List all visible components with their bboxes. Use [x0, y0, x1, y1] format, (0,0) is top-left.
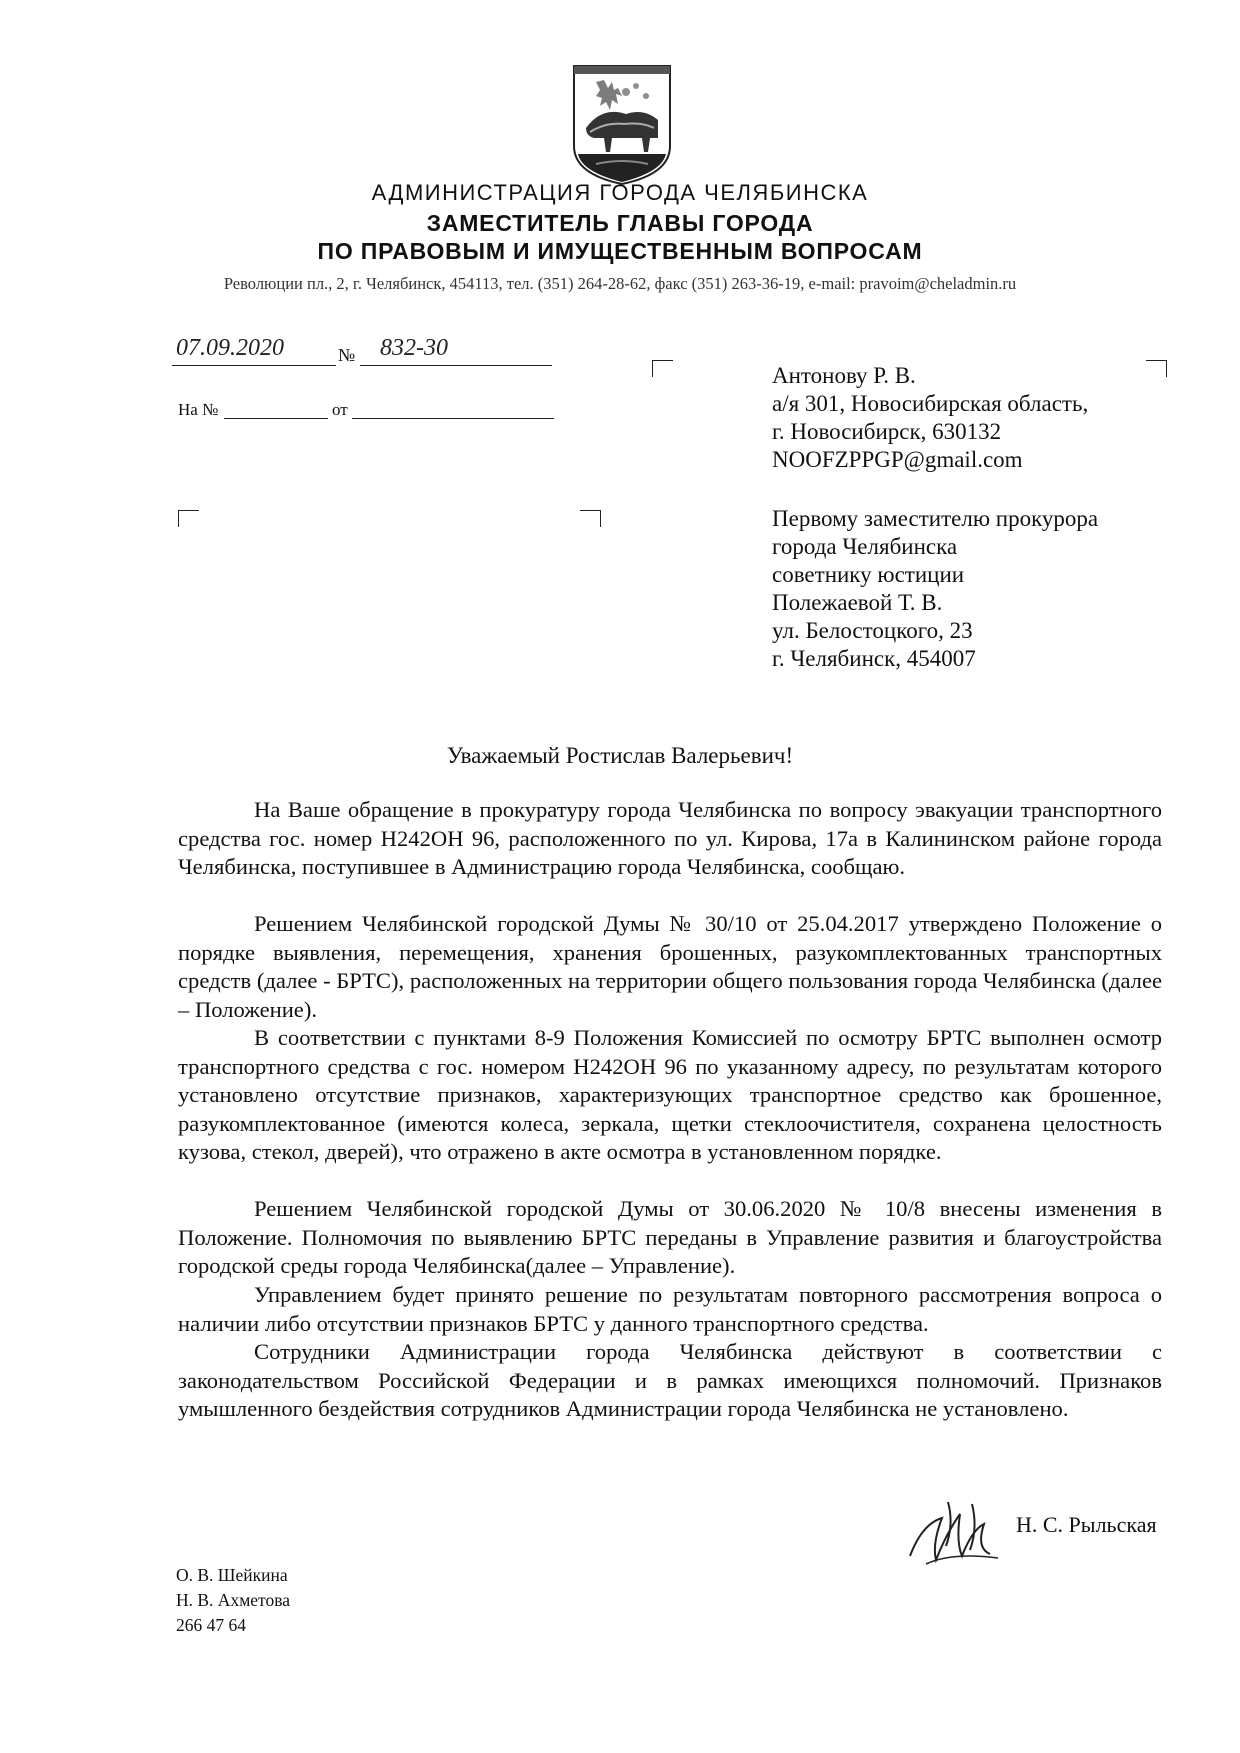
handwritten-signature	[902, 1494, 1026, 1574]
addressee-line: Первому заместителю прокурора	[772, 506, 1099, 531]
executor-phone: 266 47 64	[176, 1615, 246, 1635]
addressee-line: ул. Белостоцкого, 23	[772, 618, 973, 643]
addressee-line: г. Челябинск, 454007	[772, 646, 976, 671]
reply-date-label: от	[332, 400, 348, 419]
organization-name: АДМИНИСТРАЦИЯ ГОРОДА ЧЕЛЯБИНСКА	[371, 180, 869, 205]
addressee-name: Полежаевой Т. В.	[772, 590, 943, 615]
registration-number: 832-30	[380, 335, 448, 361]
body-paragraph: Управлением будет принято решение по результатам повторного рассмотрения вопроса о наличии либо отсутствии признаков БРТС у данного транспортного средства.	[178, 1282, 1162, 1336]
addressee-line: советнику юстиции	[772, 562, 965, 587]
signer-name: Н. С. Рыльская	[1016, 1512, 1157, 1537]
registration-date: 07.09.2020	[176, 335, 284, 361]
registration-number-label: №	[338, 345, 356, 365]
addressee-name: Антонову Р. В.	[772, 363, 916, 388]
subject-corner-mark	[178, 510, 199, 527]
reply-date-line	[352, 418, 554, 419]
addressee-line: а/я 301, Новосибирская область,	[772, 391, 1089, 416]
body-paragraph: В соответствии с пунктами 8-9 Положения Комиссией по осмотру БРТС выполнен осмотр транспортного средства с гос. номером Н242ОН 96 по указанному адресу, по результатам которого установлено отсутствие признаков, характеризующих транспортное средство как брошенное, разукомплектованное (имеются колеса, зеркала, щетки стеклоочистителя, сохранена целостность кузова, стекол, дверей), что отражено в акте осмотра в установленном порядке.	[178, 1025, 1162, 1164]
contact-details: Революции пл., 2, г. Челябинск, 454113, тел. (351) 264-28-62, факс (351) 263-36-19, e-mail: pravoim@cheladmin.ru	[223, 274, 1017, 293]
address-corner-mark	[652, 360, 673, 377]
executor-name: О. В. Шейкина	[176, 1565, 288, 1585]
official-title-line2: ПО ПРАВОВЫМ И ИМУЩЕСТВЕННЫМ ВОПРОСАМ	[317, 238, 923, 264]
reply-number-line	[224, 418, 328, 419]
addressee-line: г. Новосибирск, 630132	[772, 419, 1002, 444]
subject-corner-mark	[580, 510, 601, 527]
body-paragraph: Сотрудники Администрации города Челябинска действуют в соответствии с законодательством Российской Федерации и в рамках имеющихся полномочий. Признаков умышленного бездействия сотрудников Администрации города Челябинска не установлено.	[178, 1339, 1162, 1421]
address-corner-mark	[1146, 360, 1167, 377]
number-underline	[360, 365, 552, 366]
reply-to-number-label: На №	[178, 400, 219, 419]
addressee-email: NOOFZPPGP@gmail.com	[772, 447, 1023, 472]
body-paragraph: На Ваше обращение в прокуратуру города Челябинска по вопросу эвакуации транспортного средства гос. номер Н242ОН 96, расположенного по ул. Кирова, 17а в Калининском районе города Челябинска, поступившее в Администрацию города Челябинска, сообщаю.	[178, 797, 1162, 879]
body-paragraph: Решением Челябинской городской Думы от 30.06.2020 № 10/8 внесены изменения в Положение. Полномочия по выявлению БРТС переданы в Управление развития и благоустройства городской среды города Челябинска(далее – Управление).	[178, 1196, 1162, 1278]
executor-name: Н. В. Ахметова	[176, 1590, 291, 1610]
official-title-line1: ЗАМЕСТИТЕЛЬ ГЛАВЫ ГОРОДА	[426, 210, 814, 236]
body-paragraph: Решением Челябинской городской Думы № 30/10 от 25.04.2017 утверждено Положение о порядке выявления, перемещения, хранения брошенных, разукомплектованных транспортных средств (далее - БРТС), расположенных на территории общего пользования города Челябинска (далее – Положение).	[178, 911, 1162, 1022]
addressee-line: города Челябинска	[772, 534, 958, 559]
date-underline	[172, 365, 336, 366]
salutation: Уважаемый Ростислав Валерьевич!	[446, 743, 794, 768]
city-emblem	[566, 62, 678, 186]
